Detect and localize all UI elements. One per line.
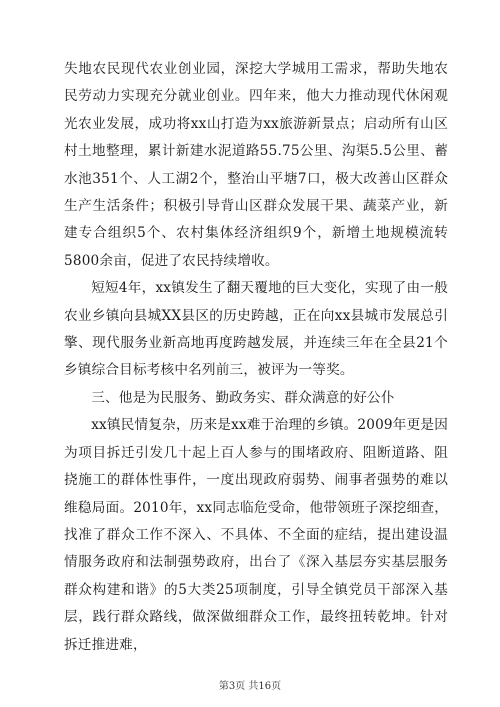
section-heading: 三、他是为民服务、勤政务实、群众满意的好公仆 (91, 389, 395, 406)
document-body (64, 56, 448, 659)
paragraph-continued: 失地农民现代农业创业园，深挖大学城用工需求，帮助失地农民劳动力实现充分就业创业。四年来，他大力推动现代休闲观光农业发展，成功将xx山打造为xx旅游新景点；启动所有山区村土地整理，累计新建水泥道路55.75公里、沟渠5.5公里、蓄水池351个、人工湖2个，整治山平塘7口，极大改善山区群众生产生活条件；积极引导背山区群众发展干果、蔬菜产业，新建专合组织5个、农村集体经济组织9个，新增土地规模流转5800余亩，促进了农民持续增收。 (64, 61, 448, 269)
paragraph: 短短4年，xx镇发生了翻天覆地的巨大变化，实现了由一般农业乡镇向县城XX县区的历史跨越，正在向xx县城市发展总引擎、现代服务业新高地再度跨越发展，并连续三年在全县21个乡镇综合目标考核中名列前三，被评为一等奖。 (64, 280, 448, 379)
page-footer (0, 677, 500, 692)
paragraph: xx镇民情复杂，历来是xx难于治理的乡镇。2009年更是因为项目拆迁引发几十起上百人参与的围堵政府、阻断道路、阻挠施工的群体性事件，一度出现政府弱势、闹事者强势的难以维稳局面。2010年，xx同志临危受命，他带领班子深挖细查，找准了群众工作不深入、不具体、不全面的症结，提出建设温情服务政府和法制强势政府，出台了《深入基层夯实基层服务群众构建和谐》的5大类25项制度，引导全镇党员干部深入基层，践行群众路线，做深做细群众工作，最终扭转乾坤。针对拆迁推进难， (64, 417, 448, 653)
page-number: 第3页 共16页 (218, 681, 282, 692)
